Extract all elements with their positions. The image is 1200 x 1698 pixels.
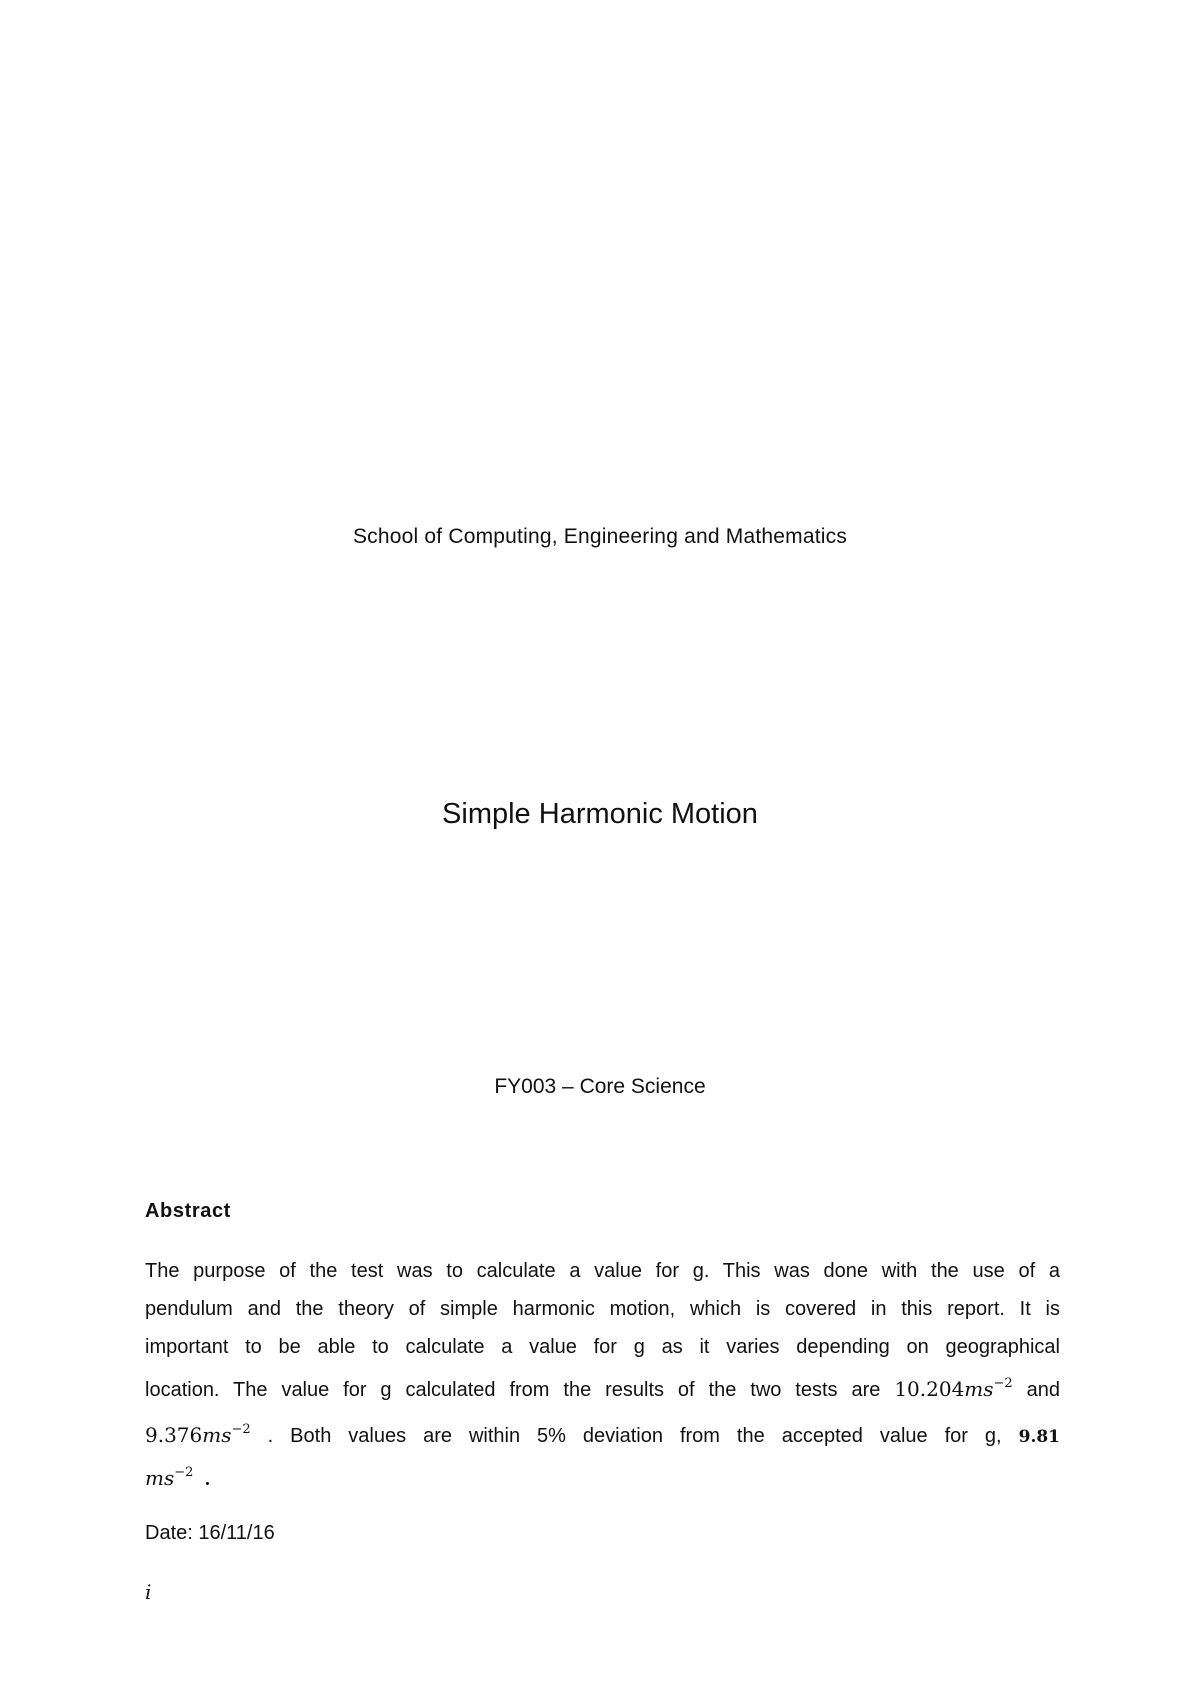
abstract-line-2: pendulum and the theory of simple harmonic motion, which is covered in this report. It is bbox=[145, 1298, 1060, 1320]
abstract-line-3: important to be able to calculate a value for g as it varies depending on geographical bbox=[145, 1336, 1060, 1358]
abstract-line-5-text: . Both values are within 5% deviation from the accepted value for g, bbox=[267, 1425, 1002, 1447]
course-code: FY003 – Core Science bbox=[494, 1075, 706, 1098]
abstract-body bbox=[145, 1252, 1060, 1498]
accepted-g-unit-exponent: −2 bbox=[174, 1465, 194, 1480]
accepted-g-unit-base: ms bbox=[145, 1466, 175, 1490]
g-value-2-unit: ms bbox=[202, 1423, 232, 1447]
g-value-1-unit: ms bbox=[964, 1377, 994, 1401]
abstract-line-4 bbox=[145, 1366, 1060, 1412]
g-value-2-exponent: −2 bbox=[231, 1422, 251, 1437]
abstract-line-1: The purpose of the test was to calculate a value for g. This was done with the use of a bbox=[145, 1260, 1060, 1282]
report-date: Date: 16/11/16 bbox=[145, 1522, 275, 1544]
abstract-heading: Abstract bbox=[145, 1200, 231, 1222]
abstract-line-6 bbox=[145, 1458, 1060, 1498]
abstract-line-5 bbox=[145, 1412, 1060, 1458]
g-value-2 bbox=[145, 1423, 251, 1447]
g-value-2-number: 9.376 bbox=[145, 1423, 203, 1447]
accepted-g-unit bbox=[145, 1466, 193, 1490]
g-value-1 bbox=[894, 1377, 1012, 1401]
accepted-g-value: 9.81 bbox=[1018, 1427, 1061, 1447]
g-value-1-number: 10.204 bbox=[894, 1377, 965, 1401]
abstract-line-4-text: location. The value for g calculated from the results of the two tests are bbox=[145, 1379, 881, 1401]
report-title: Simple Harmonic Motion bbox=[442, 798, 758, 830]
abstract-period: . bbox=[204, 1470, 211, 1490]
page-number: i bbox=[145, 1580, 152, 1604]
g-value-1-exponent: −2 bbox=[993, 1376, 1013, 1391]
school-name: School of Computing, Engineering and Mathematics bbox=[352, 525, 848, 548]
and-word: and bbox=[1026, 1379, 1061, 1401]
